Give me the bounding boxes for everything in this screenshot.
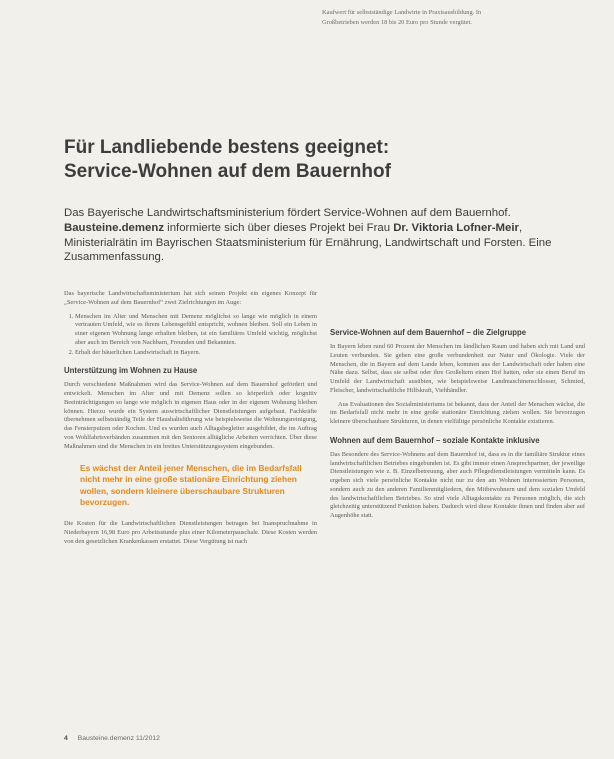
left-column — [64, 290, 317, 551]
footer-source: Bausteine.demenz 11/2012 — [77, 735, 160, 742]
subheading-social-contacts: Wohnen auf dem Bauernhof – soziale Kontakte inklusive — [330, 435, 540, 445]
goal-item: 1. Menschen im Alter und Menschen mit Demenz möglichst so lange wie möglich in einem vertrauten Umfeld, wie es ihrem Lebensgefühl entspricht, wohnen bleiben. Soll ein Leben in einer eigenen Wohnung lange erhalten bleiben, ist ein familiäres Umfeld wichtig, möglichst aber auch im Bereich von Nachbarn, Freunden und Bekannten. — [75, 313, 317, 348]
lead-text: Das Bayerische Landwirtschaftsministerium fördert Service-Wohnen auf dem Bauernhof. — [64, 207, 511, 219]
title-line-2: Service-Wohnen auf dem Bauernhof — [64, 161, 391, 182]
title-line-1: Für Landliebende bestens geeignet: — [64, 137, 390, 158]
support-paragraph: Durch verschiedene Maßnahmen wird das Service-Wohnen auf dem Bauernhof gefördert und entwickelt. Menschen im Alter und mit Demenz sollen so körperlich oder kognitiv Beeinträchtigungen so lange wie möglich in eigenen Haus oder in der eigenen Wohnung bleiben können. Hierzu wurde ein System auswirtschaftlicher Dienstleistungen aufgebaut. Fachkräfte übernehmen selbstständig Teile der Haushaltsführung wie beispielsweise die Wohnungsreinigung, das Fensterputzen oder Kochen. Und es wurden auch Alltagsbegleiter ausgebildet, die im Auftrag von Wohlfahrtsverbänden zusammen mit den Senioren alltägliche Arbeiten verrichten. Über diese Maßnahmen sind die Menschen in ein breites Unterstützungssystem eingebunden. — [64, 381, 317, 450]
evaluation-paragraph: Aus Evaluationen des Sozialministeriums ist bekannt, dass der Anteil der Menschen wächst, die im Bedarfsfall nicht mehr in eine große stationäre Einrichtung ziehen wollen. Sie bevorzugen kleinere überschaubare Strukturen, in denen vielfältige persönliche Kontakte existieren. — [330, 400, 585, 425]
costs-paragraph: Die Kosten für die Landwirtschaftlichen Dienstleistungen betragen bei Inanspruchnahme in Niederbayern 16,98 Euro pro Arbeitsstunde plus einer Kilometerpauschale. Diese Kosten werden von den gesetzlichen Krankenkassen erstattet. Diese Vergütung ist nach — [64, 520, 317, 545]
target-group-paragraph: In Bayern leben rund 60 Prozent der Menschen im ländlichen Raum und haben sich mit Land und Leuten verbunden. Sie gehen eine große verbundenheit zur Natur und Ökologie. Viele der Menschen, die in Bayern auf dem Lande leben, kommen aus der Landwirtschaft oder haben eine Nähe dazu. Selbst, dass sie selbst oder ihre Großeltern einen Hof hatten, oder sie einen Beruf im Umfeld der Landwirtschaft ausübten, wie beispielsweise Landmaschinenschlosser, Schmied, Fleischer, landwirtschaftliche Hilfskraft, Viehhändler. — [330, 343, 585, 394]
lead-bold-brand: Bausteine.demenz — [64, 221, 165, 234]
right-column — [330, 288, 585, 526]
page-number: 4 — [64, 735, 68, 742]
goal-item: 2. Erhalt der bäuerlichen Landwirtschaft in Bayern. — [75, 349, 317, 358]
lead-paragraph — [64, 206, 580, 265]
pull-quote: Es wächst der Anteil jener Menschen, die im Bedarfsfall nicht mehr in eine große stationäre Einrichtung ziehen wollen, sondern kleinere überschaubare Strukturen bevorzugen. — [80, 463, 302, 507]
goals-list — [64, 313, 317, 358]
fragment-line: Kaufwert für selbstständige Landwirte in Praxisausbildung. In — [322, 9, 482, 16]
page-title — [64, 136, 564, 184]
fragment-line: Großbetrieben werden 18 bis 20 Euro pro Stunde vergütet. — [322, 19, 472, 26]
subheading-target-group: Service-Wohnen auf dem Bauernhof – die Zielgruppe — [330, 328, 527, 337]
continued-text-fragment — [322, 8, 612, 28]
lead-text: informierte sich über dieses Projekt bei Frau — [164, 221, 394, 234]
lead-bold-person: Dr. Viktoria Lofner-Meir — [393, 221, 519, 234]
lead-text: , Ministerialrätin im Bayrischen Staatsministerium für Ernährung, Landwirtschaft und Forsten. Eine Zusammenfassung. — [64, 221, 552, 264]
page-footer — [64, 735, 160, 742]
social-contacts-paragraph: Das Besondere des Service-Wohnens auf dem Bauernhof ist, dass es in die familiäre Struktur eines landwirtschaftlichen Betriebes eingebunden ist. Es gibt immer einen Ansprechpartner, der jeweilige Dienstleistungen wie z. B. Einzelbetreuung, aber auch Pflegedienstleistungen vermitteln kann. Es ergeben sich viele persönliche Kontakte nicht nur zu den am Wohnen interessierten Personen, sondern auch zu den anderen Familienmitgliedern, den Mitbewohnern und dem sozialen Umfeld des landwirtschaftlichen Betriebes. So sind viele Alltagskontakte zu Personen möglich, die sich gleichzeitig unterstützend Funktion haben. Dadurch wird diese Kontakte ihnen und finden aber auf Augenhöhe statt. — [330, 450, 585, 519]
intro-paragraph: Das bayerische Landwirtschaftsministerium hat sich seinen Projekt ein eigenes Konzept für „Service-Wohnen auf dem Bauernhof“ zwei Zielrichtungen im Auge: — [64, 290, 317, 306]
subheading-support: Unterstützung im Wohnen zu Hause — [64, 366, 198, 376]
